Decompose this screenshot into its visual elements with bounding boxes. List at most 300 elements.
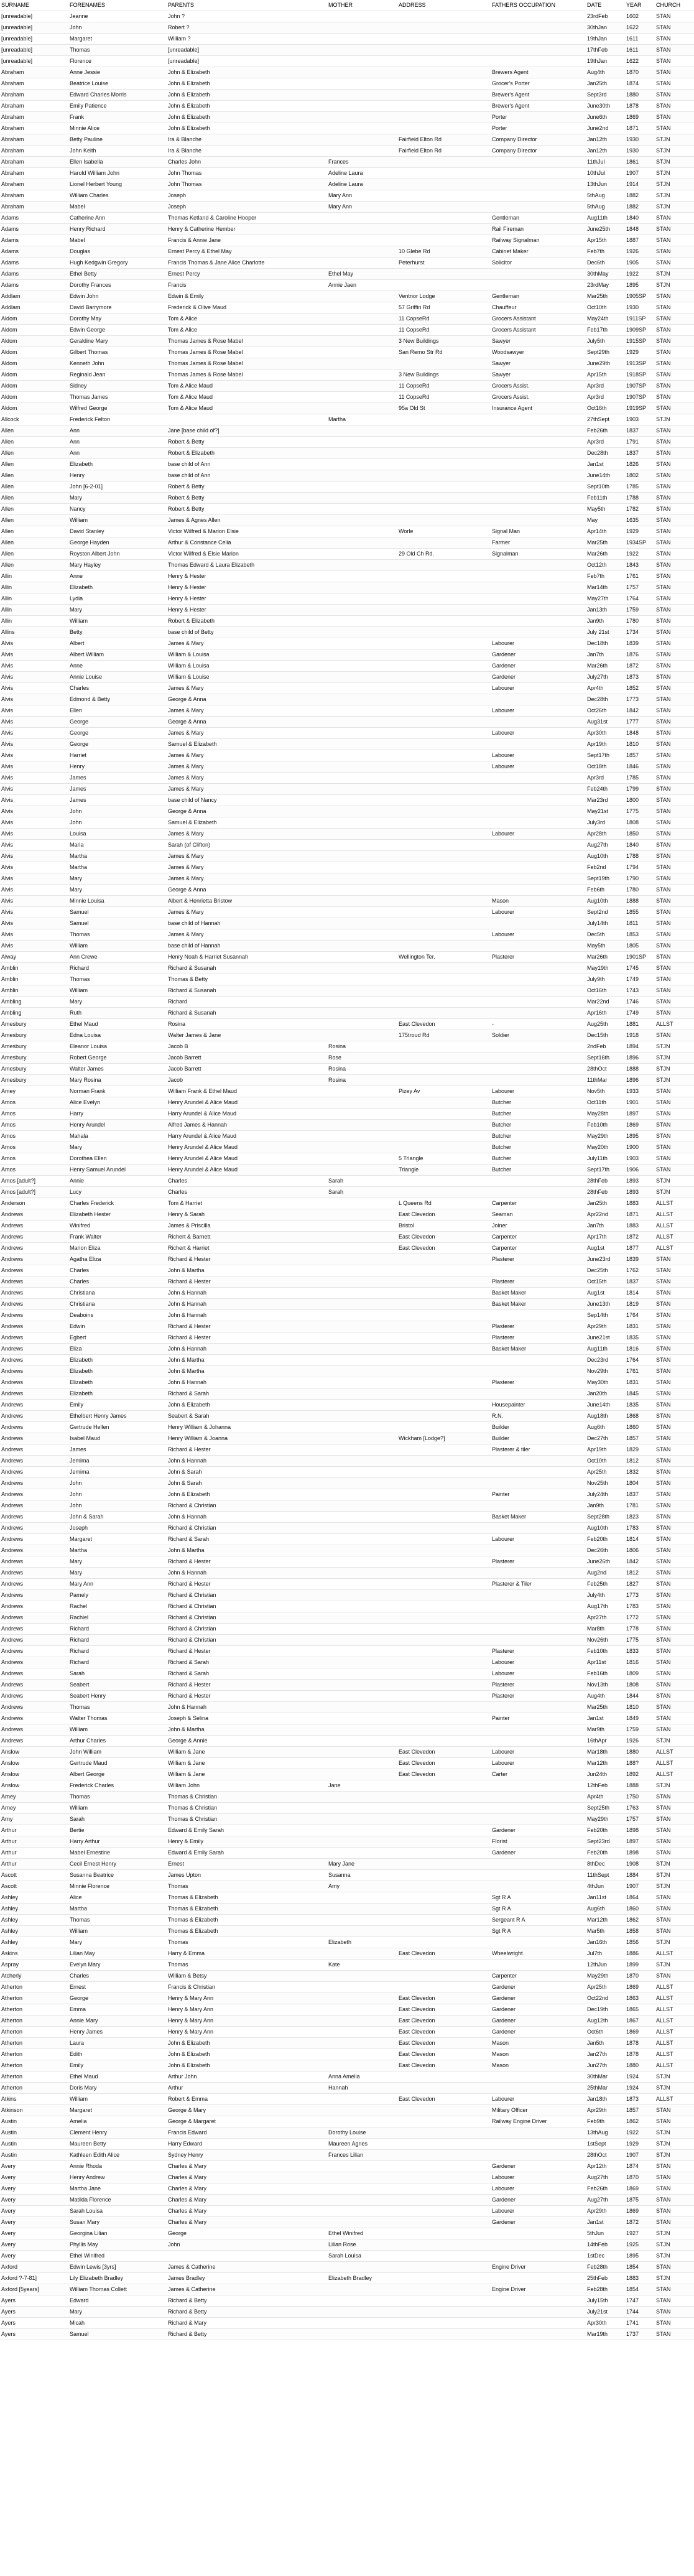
year-cell: 1622	[625, 22, 655, 34]
church-cell: STAN	[655, 437, 694, 448]
church-cell: STAN	[655, 1825, 694, 1836]
forenames-cell: Edward Charles Morris	[68, 90, 167, 101]
surname-cell: Alvis	[0, 862, 68, 873]
church-cell: STJN	[655, 157, 694, 168]
surname-cell: Andrews	[0, 1332, 68, 1344]
forenames-cell: Mary	[68, 1568, 167, 1579]
church-cell: STAN	[655, 1321, 694, 1332]
forenames-cell: Mabel	[68, 235, 167, 246]
fathers-occupation-cell	[491, 515, 586, 526]
church-cell: STAN	[655, 493, 694, 504]
address-cell	[397, 1870, 491, 1881]
mother-cell	[327, 2060, 397, 2071]
mother-cell	[327, 1982, 397, 1993]
table-row	[0, 2116, 694, 2127]
mother-cell: Dorothy Louise	[327, 2127, 397, 2139]
fathers-occupation-cell: Porter	[491, 123, 586, 134]
church-cell: STAN	[655, 2195, 694, 2206]
date-cell: 11thJul	[586, 157, 625, 168]
church-cell: STAN	[655, 605, 694, 616]
forenames-cell: Henry	[68, 470, 167, 481]
date-cell: Sept19th	[586, 873, 625, 885]
forenames-cell: Winifred	[68, 1221, 167, 1232]
mother-cell	[327, 1713, 397, 1724]
mother-cell: Lilian Rose	[327, 2239, 397, 2251]
fathers-occupation-cell: Labourer	[491, 907, 586, 918]
fathers-occupation-cell	[491, 1803, 586, 1814]
parents-cell: Charles & Mary	[167, 2161, 327, 2172]
table-row	[0, 381, 694, 392]
fathers-occupation-cell	[491, 2273, 586, 2284]
address-cell	[397, 2105, 491, 2116]
date-cell: June14th	[586, 470, 625, 481]
parents-cell: Robert & Betty	[167, 493, 327, 504]
surname-cell: [unreadable]	[0, 11, 68, 22]
church-cell: STAN	[655, 560, 694, 571]
mother-cell: Anna Amelia	[327, 2071, 397, 2083]
forenames-cell: Doris Mary	[68, 2083, 167, 2094]
forenames-cell: Mary Rosina	[68, 1075, 167, 1086]
year-cell: 1893	[625, 1187, 655, 1198]
parents-cell: William & Jane	[167, 1747, 327, 1758]
parents-cell: Charles & Mary	[167, 2206, 327, 2217]
year-cell: 1819	[625, 1299, 655, 1310]
surname-cell: Arthur	[0, 1836, 68, 1848]
date-cell: July14th	[586, 918, 625, 929]
parents-cell: Joseph	[167, 202, 327, 213]
surname-cell: Amesbury	[0, 1075, 68, 1086]
surname-cell: [unreadable]	[0, 22, 68, 34]
date-cell: Jan1st	[586, 2217, 625, 2228]
forenames-cell: Susanna Beatrice	[68, 1870, 167, 1881]
fathers-occupation-cell: Labourer	[491, 829, 586, 840]
fathers-occupation-cell: Plasterer	[491, 1680, 586, 1691]
church-cell: STAN	[655, 806, 694, 817]
table-row	[0, 1892, 694, 1904]
fathers-occupation-cell	[491, 1937, 586, 1948]
forenames-cell: Walter Thomas	[68, 1713, 167, 1724]
date-cell: Dec5th	[586, 929, 625, 941]
date-cell: Jan25th	[586, 1198, 625, 1209]
mother-cell	[327, 1590, 397, 1601]
column-header-church: CHURCH	[655, 0, 694, 11]
fathers-occupation-cell: Mason	[491, 2060, 586, 2071]
mother-cell	[327, 2217, 397, 2228]
address-cell	[397, 2183, 491, 2195]
date-cell: July11th	[586, 1153, 625, 1165]
fathers-occupation-cell: Painter	[491, 1713, 586, 1724]
date-cell: June2nd	[586, 123, 625, 134]
parents-cell: Tom & Alice	[167, 325, 327, 336]
date-cell: Apr22nd	[586, 1209, 625, 1221]
address-cell	[397, 593, 491, 605]
mother-cell	[327, 728, 397, 739]
year-cell: 1857	[625, 1433, 655, 1444]
parents-cell: Francis Edward	[167, 2127, 327, 2139]
forenames-cell: Jemima	[68, 1467, 167, 1478]
table-row	[0, 627, 694, 638]
table-row	[0, 34, 694, 45]
fathers-occupation-cell	[491, 560, 586, 571]
year-cell: 1914	[625, 179, 655, 190]
church-cell: STAN	[655, 2183, 694, 2195]
date-cell: Dec27th	[586, 1433, 625, 1444]
date-cell: Apr29th	[586, 2105, 625, 2116]
fathers-occupation-cell: Gardener	[491, 2004, 586, 2016]
surname-cell: Alvis	[0, 773, 68, 784]
date-cell: Oct16th	[586, 403, 625, 414]
year-cell: 1872	[625, 2217, 655, 2228]
table-row	[0, 616, 694, 627]
parents-cell: base child of Hannah	[167, 941, 327, 952]
table-row	[0, 1209, 694, 1221]
church-cell: STAN	[655, 638, 694, 649]
year-cell: 1884	[625, 1870, 655, 1881]
mother-cell	[327, 358, 397, 370]
forenames-cell: Ethelbert Henry James	[68, 1411, 167, 1422]
parents-cell: John & Hannah	[167, 1456, 327, 1467]
surname-cell: Ashley	[0, 1926, 68, 1937]
fathers-occupation-cell: Carter	[491, 1769, 586, 1780]
parents-cell: Charles	[167, 1176, 327, 1187]
date-cell: Jun24th	[586, 1769, 625, 1780]
address-cell	[397, 2172, 491, 2183]
table-row	[0, 728, 694, 739]
year-cell: 1831	[625, 1377, 655, 1388]
year-cell: 1772	[625, 1612, 655, 1624]
date-cell: Jun27th	[586, 2060, 625, 2071]
fathers-occupation-cell: Labourer	[491, 1668, 586, 1680]
surname-cell: Amesbury	[0, 1053, 68, 1064]
forenames-cell: Samuel	[68, 2329, 167, 2340]
mother-cell	[327, 1825, 397, 1836]
church-cell: STAN	[655, 336, 694, 347]
table-row	[0, 694, 694, 705]
forenames-cell: Reginald Jean	[68, 370, 167, 381]
mother-cell	[327, 1702, 397, 1713]
surname-cell: Andrews	[0, 1444, 68, 1456]
address-cell: East Clevedon	[397, 1209, 491, 1221]
mother-cell	[327, 2004, 397, 2016]
mother-cell	[327, 325, 397, 336]
address-cell: 11 CopseRd	[397, 392, 491, 403]
forenames-cell: Anne	[68, 571, 167, 582]
year-cell: 1895	[625, 1131, 655, 1142]
forenames-cell: Mary	[68, 1556, 167, 1568]
table-row	[0, 1736, 694, 1747]
fathers-occupation-cell: Butcher	[491, 1165, 586, 1176]
forenames-cell: Annie Mary	[68, 2016, 167, 2027]
fathers-occupation-cell	[491, 2251, 586, 2262]
year-cell: 1858	[625, 1926, 655, 1937]
year-cell: 1857	[625, 2105, 655, 2116]
date-cell: Sept16th	[586, 1053, 625, 1064]
table-row	[0, 952, 694, 963]
church-cell: STAN	[655, 773, 694, 784]
table-row	[0, 90, 694, 101]
church-cell: STAN	[655, 78, 694, 90]
forenames-cell: George	[68, 1993, 167, 2004]
fathers-occupation-cell	[491, 1545, 586, 1556]
forenames-cell: Harry Arthur	[68, 1836, 167, 1848]
address-cell	[397, 1512, 491, 1523]
year-cell: 1934SP	[625, 537, 655, 549]
parents-cell: Henry & Catherine Hember	[167, 224, 327, 235]
date-cell: 2ndFeb	[586, 1041, 625, 1053]
fathers-occupation-cell	[491, 1176, 586, 1187]
church-cell: STAN	[655, 1377, 694, 1388]
parents-cell: Victor Wilfred & Elsie Marion	[167, 549, 327, 560]
date-cell: Feb10th	[586, 1646, 625, 1657]
table-row	[0, 101, 694, 112]
table-row	[0, 2016, 694, 2027]
year-cell: 1907	[625, 168, 655, 179]
forenames-cell: Amelia	[68, 2116, 167, 2127]
mother-cell	[327, 627, 397, 638]
parents-cell: Harry Arundel & Alice Maud	[167, 1109, 327, 1120]
date-cell: Sept17th	[586, 750, 625, 761]
forenames-cell: William	[68, 1926, 167, 1937]
table-row	[0, 1153, 694, 1165]
date-cell: Feb7th	[586, 246, 625, 258]
surname-cell: Axford	[0, 2262, 68, 2273]
parents-cell: Francis Thomas & Jane Alice Charlotte	[167, 258, 327, 269]
address-cell	[397, 1713, 491, 1724]
surname-cell: Andrews	[0, 1534, 68, 1545]
parents-cell: George & Mary	[167, 2105, 327, 2116]
surname-cell: Andrews	[0, 1344, 68, 1355]
address-cell	[397, 750, 491, 761]
table-row	[0, 134, 694, 146]
fathers-occupation-cell: Seaman	[491, 1209, 586, 1221]
mother-cell	[327, 302, 397, 314]
surname-cell: Alvis	[0, 739, 68, 750]
church-cell: STAN	[655, 325, 694, 336]
address-cell: 29 Old Ch Rd.	[397, 549, 491, 560]
church-cell: STAN	[655, 750, 694, 761]
date-cell: Feb26th	[586, 2183, 625, 2195]
year-cell: 1919SP	[625, 403, 655, 414]
mother-cell	[327, 1321, 397, 1332]
forenames-cell: Margaret	[68, 2105, 167, 2116]
forenames-cell: Lilian May	[68, 1948, 167, 1960]
year-cell: 1895	[625, 2251, 655, 2262]
year-cell: 1930	[625, 146, 655, 157]
fathers-occupation-cell	[491, 1736, 586, 1747]
address-cell	[397, 1859, 491, 1870]
mother-cell	[327, 1276, 397, 1288]
address-cell	[397, 11, 491, 22]
fathers-occupation-cell: Labourer	[491, 2206, 586, 2217]
church-cell: STAN	[655, 381, 694, 392]
year-cell: 1869	[625, 1120, 655, 1131]
address-cell	[397, 1187, 491, 1198]
parents-cell: John & Hannah	[167, 1377, 327, 1388]
table-row	[0, 560, 694, 571]
church-cell: STAN	[655, 1310, 694, 1321]
fathers-occupation-cell	[491, 851, 586, 862]
surname-cell: Avery	[0, 2195, 68, 2206]
table-row	[0, 2038, 694, 2049]
surname-cell: Ashley	[0, 1892, 68, 1904]
table-row	[0, 1668, 694, 1680]
year-cell: 1903	[625, 1153, 655, 1165]
parents-cell: Richard & Christian	[167, 1624, 327, 1635]
fathers-occupation-cell	[491, 2150, 586, 2161]
year-cell: 1823	[625, 1512, 655, 1523]
fathers-occupation-cell	[491, 605, 586, 616]
date-cell: Jan13th	[586, 605, 625, 616]
table-row	[0, 1165, 694, 1176]
parents-cell: Thomas James & Rose Mabel	[167, 347, 327, 358]
address-cell	[397, 269, 491, 280]
fathers-occupation-cell	[491, 2127, 586, 2139]
surname-cell: Andrews	[0, 1601, 68, 1612]
table-row	[0, 1053, 694, 1064]
church-cell: STJN	[655, 1870, 694, 1881]
fathers-occupation-cell: Plasterer	[491, 1332, 586, 1344]
date-cell: May5th	[586, 504, 625, 515]
year-cell: 1888	[625, 1780, 655, 1792]
fathers-occupation-cell	[491, 997, 586, 1008]
mother-cell: Sarah	[327, 1176, 397, 1187]
year-cell: 1869	[625, 2206, 655, 2217]
table-row	[0, 2206, 694, 2217]
fathers-occupation-cell	[491, 1881, 586, 1892]
table-row	[0, 336, 694, 347]
address-cell	[397, 1388, 491, 1400]
date-cell: Dec18th	[586, 638, 625, 649]
forenames-cell: Henry Arundel	[68, 1120, 167, 1131]
date-cell: 23rdMay	[586, 280, 625, 291]
address-cell	[397, 1276, 491, 1288]
mother-cell	[327, 459, 397, 470]
surname-cell: Arny	[0, 1814, 68, 1825]
year-cell: 1864	[625, 1892, 655, 1904]
church-cell: STAN	[655, 929, 694, 941]
fathers-occupation-cell: Brewer's Agent	[491, 101, 586, 112]
date-cell: May28th	[586, 1109, 625, 1120]
forenames-cell: Margaret	[68, 1534, 167, 1545]
parents-cell: Thomas	[167, 1937, 327, 1948]
address-cell	[397, 56, 491, 67]
surname-cell: Andrews	[0, 1556, 68, 1568]
church-cell: STAN	[655, 1803, 694, 1814]
surname-cell: Aldom	[0, 336, 68, 347]
date-cell: Feb20th	[586, 1848, 625, 1859]
surname-cell: Andrews	[0, 1668, 68, 1680]
year-cell: 1854	[625, 2284, 655, 2295]
mother-cell	[327, 582, 397, 593]
table-row	[0, 1713, 694, 1724]
parents-cell: William & Betsy	[167, 1971, 327, 1982]
church-cell: STAN	[655, 1646, 694, 1657]
forenames-cell: Annie Rhoda	[68, 2161, 167, 2172]
forenames-cell: Minnie Alice	[68, 123, 167, 134]
mother-cell	[327, 146, 397, 157]
fathers-occupation-cell: Mason	[491, 896, 586, 907]
date-cell: Nov25th	[586, 1478, 625, 1489]
table-row	[0, 571, 694, 582]
table-row	[0, 1601, 694, 1612]
forenames-cell: Thomas	[68, 45, 167, 56]
fathers-occupation-cell	[491, 2071, 586, 2083]
mother-cell	[327, 1388, 397, 1400]
church-cell: STAN	[655, 392, 694, 403]
church-cell: STAN	[655, 829, 694, 840]
mother-cell	[327, 2329, 397, 2340]
mother-cell	[327, 448, 397, 459]
year-cell: 1635	[625, 515, 655, 526]
parents-cell: Ira & Blanche	[167, 134, 327, 146]
year-cell: 1764	[625, 1310, 655, 1321]
parents-cell: Henry & Hester	[167, 593, 327, 605]
church-cell: STAN	[655, 1254, 694, 1265]
church-cell: STAN	[655, 694, 694, 705]
surname-cell: Andrews	[0, 1590, 68, 1601]
year-cell: 1872	[625, 1232, 655, 1243]
fathers-occupation-cell: Gardener	[491, 649, 586, 661]
parents-cell: Henry Noah & Harriet Susannah	[167, 952, 327, 963]
church-cell: STAN	[655, 627, 694, 638]
date-cell: May19th	[586, 963, 625, 974]
church-cell: STAN	[655, 997, 694, 1008]
fathers-occupation-cell: Sawyer	[491, 370, 586, 381]
table-row	[0, 1131, 694, 1142]
address-cell	[397, 1478, 491, 1489]
parents-cell: Richard & Sarah	[167, 1534, 327, 1545]
year-cell: 1843	[625, 560, 655, 571]
parents-cell: Richard & Hester	[167, 1332, 327, 1344]
address-cell	[397, 1915, 491, 1926]
parents-cell: Henry Arundel & Alice Maud	[167, 1142, 327, 1153]
date-cell: Aug12th	[586, 2016, 625, 2027]
fathers-occupation-cell	[491, 470, 586, 481]
date-cell: Mar9th	[586, 1724, 625, 1736]
parents-cell: Henry Arundel & Alice Maud	[167, 1153, 327, 1165]
forenames-cell: William	[68, 1724, 167, 1736]
address-cell	[397, 1097, 491, 1109]
surname-cell: Amos	[0, 1109, 68, 1120]
mother-cell	[327, 11, 397, 22]
date-cell: Feb10th	[586, 1120, 625, 1131]
address-cell: 11 CopseRd	[397, 381, 491, 392]
table-row	[0, 448, 694, 459]
forenames-cell: Evelyn Mary	[68, 1960, 167, 1971]
surname-cell: Ayers	[0, 2307, 68, 2318]
mother-cell	[327, 1657, 397, 1668]
column-header-mother: MOTHER	[327, 0, 397, 11]
year-cell: 1808	[625, 817, 655, 829]
parents-cell: Francis & Christian	[167, 1982, 327, 1993]
date-cell: Mar18th	[586, 1747, 625, 1758]
surname-cell: Adams	[0, 213, 68, 224]
date-cell: Mar8th	[586, 1624, 625, 1635]
church-cell: ALLST	[655, 1982, 694, 1993]
surname-cell: Andrews	[0, 1467, 68, 1478]
year-cell: 1611	[625, 34, 655, 45]
surname-cell: Alvis	[0, 761, 68, 773]
mother-cell	[327, 1848, 397, 1859]
year-cell: 1842	[625, 1556, 655, 1568]
fathers-occupation-cell: Railway Engine Driver	[491, 2116, 586, 2127]
fathers-occupation-cell	[491, 806, 586, 817]
surname-cell: Abraham	[0, 112, 68, 123]
surname-cell: Alvis	[0, 795, 68, 806]
church-cell: STAN	[655, 302, 694, 314]
church-cell: STAN	[655, 2161, 694, 2172]
address-cell	[397, 437, 491, 448]
